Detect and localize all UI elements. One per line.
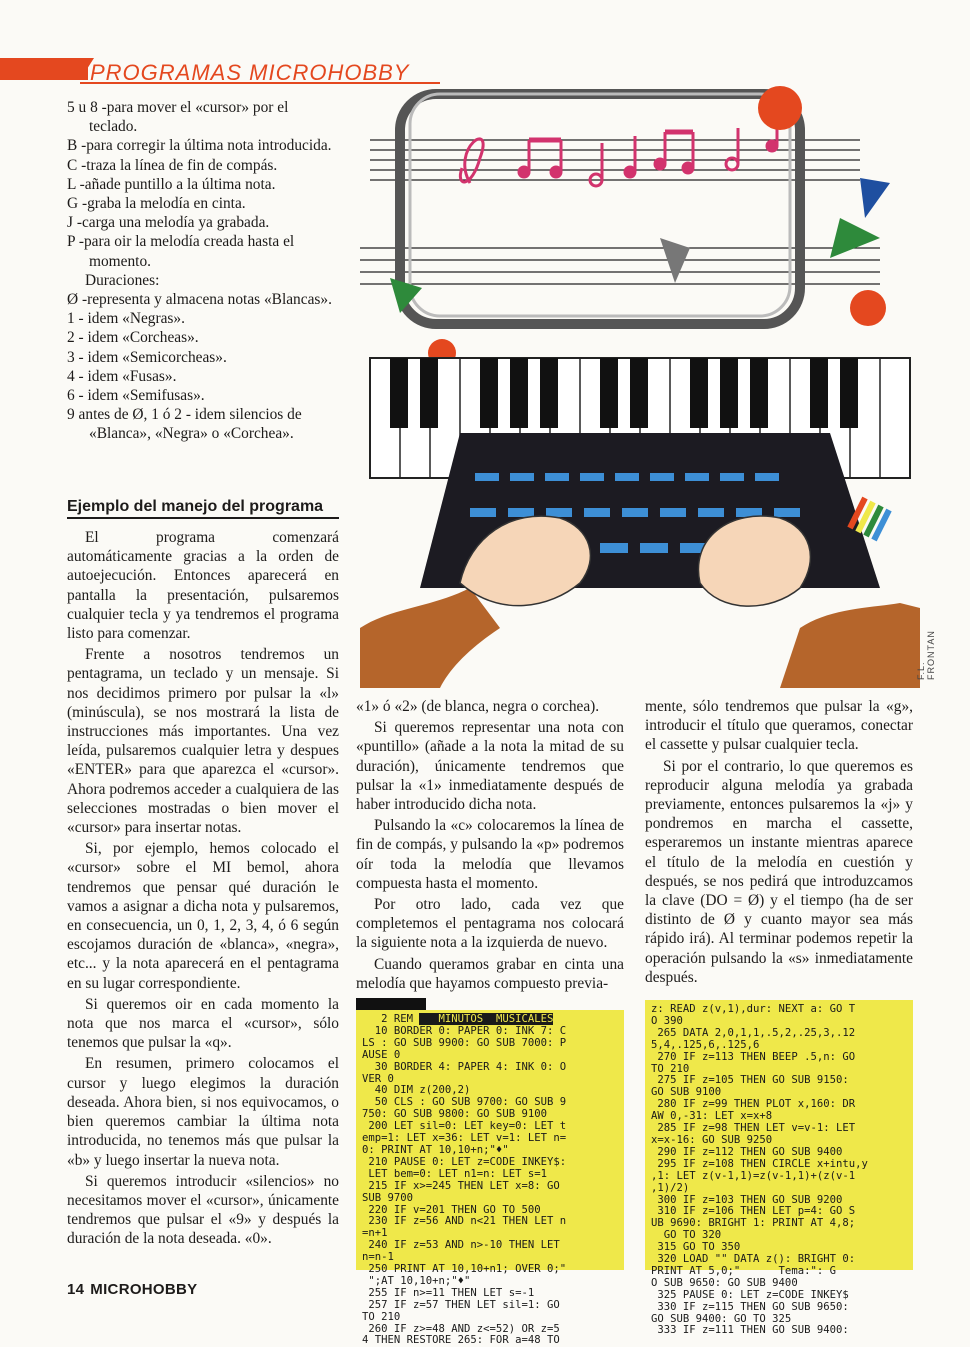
listing-line-number: 2 REM xyxy=(362,1013,420,1025)
paragraph: Si por el contrario, lo que queremos es reproducir alguna melodía ya grabada previamente, entonces pulsaremos la «j» y pondremos en marcha el cassette, esperaremos un instante mientras aparece el título de la melodía en cuestión y después, se nos pedirá que introduzcamos la clave (DO = Ø) y el tiempo (ha de ser distinto de Ø y cuanto mayor sea más rápido irá). Al terminar podemos repetir la operación pulsando la «s» inmediatamente después. xyxy=(645,757,913,986)
listing-line: GO TO 320 xyxy=(651,1229,722,1242)
illustration-credit: F.L. FRONTAN xyxy=(916,630,936,680)
key-list-item: 6 - idem «Semifusas». xyxy=(67,387,205,405)
listing-line: emp=1: LET x=36: LET v=1: LET n= xyxy=(362,1132,567,1145)
listing-line: ,1)/2) xyxy=(651,1181,690,1194)
listing-line: AUSE 0 xyxy=(362,1048,401,1061)
key-list-item: Ø -representa y almacena notas «Blancas». xyxy=(67,291,332,309)
paragraph: «1» ó «2» (de blanca, negra o corchea). xyxy=(356,698,600,715)
listing-line: ,1: LET z(v-1,1)=z(v-1,1)+(z(v-1 xyxy=(651,1169,856,1182)
paragraph: Por otro lado, cada vez que completemos el pentagrama nos colocará la siguiente nota a la izquierda de nuevo. xyxy=(356,896,624,952)
section-header-title: PROGRAMAS MICROHOBBY xyxy=(90,60,410,85)
key-list xyxy=(67,98,339,444)
body-column-1 xyxy=(67,528,339,1251)
listing-line: 230 IF z=56 AND n<21 THEN LET n xyxy=(362,1215,567,1228)
listing-line: 330 IF z=115 THEN GO SUB 9650: xyxy=(651,1300,849,1313)
listing-line: 265 DATA 2,0,1,1,.5,2,.25,3,.12 xyxy=(651,1026,856,1039)
listing-line: 260 IF z>=48 AND z<=52) OR z=5 xyxy=(362,1322,560,1335)
key-list-item: 4 - idem «Fusas». xyxy=(67,367,177,385)
listing-line: 5,4,.125,6,.125,6 xyxy=(651,1038,760,1051)
listing-line: UB 9690: BRIGHT 1: PRINT AT 4,8; xyxy=(651,1217,856,1230)
listing-line: TO 210 xyxy=(362,1310,401,1323)
listing-line: 40 DIM z(200,2) xyxy=(362,1084,471,1097)
key-list-item: C -traza la línea de fin de compás. xyxy=(67,156,278,174)
listing-line: 220 IF v=201 THEN GO TO 500 xyxy=(362,1203,541,1216)
body-column-2 xyxy=(356,697,624,995)
listing-line: n=n-1 xyxy=(362,1251,394,1264)
listing-line: 750: GO SUB 9800: GO SUB 9100 xyxy=(362,1108,547,1121)
listing-line: 300 IF z=103 THEN GO SUB 9200 xyxy=(651,1193,843,1206)
listing-line: 30 BORDER 4: PAPER 4: INK 0: O xyxy=(362,1060,567,1073)
body-column-3 xyxy=(645,697,913,989)
paragraph: Cuando queramos grabar en cinta una melodía que hayamos compuesto previa- xyxy=(356,955,624,992)
listing-line: PRINT AT 5,0;" Tema:": G xyxy=(651,1264,836,1277)
listing-line: AW 0,-31: LET x=x+8 xyxy=(651,1110,773,1123)
listing-line: 0: PRINT AT 10,10+n;"♦" xyxy=(362,1143,509,1156)
paragraph: En resumen, primero colocamos el cursor y luego elegimos la duración deseada. Ahora bien, si nos equivocamos, o bien queremos cambiar la última nota introducida, no tenemos más que pulsar la «b» y luego insertar la nueva nota. xyxy=(67,1055,339,1169)
paragraph: Si queremos introducir «silencios» no necesitamos mover el «cursor», únicamente tendremos que pulsar el «9» y después la duración de la nota deseada. «0». xyxy=(67,1172,339,1248)
key-list-item: 1 - idem «Negras». xyxy=(67,310,185,328)
listing-line: 50 CLS : GO SUB 9700: GO SUB 9 xyxy=(362,1096,567,1109)
basic-listing-right xyxy=(645,1000,913,1337)
listing-line: 290 IF z=112 THEN GO SUB 9400 xyxy=(651,1145,843,1158)
listing-line: 270 IF z=113 THEN BEEP .5,n: GO xyxy=(651,1050,856,1063)
listing-line: 325 PAUSE 0: LET z=CODE INKEY$ xyxy=(651,1288,849,1301)
page-number: 14 xyxy=(67,1281,85,1298)
listing-line: O 390 xyxy=(651,1014,683,1027)
key-list-item: P -para oir la melodía creada hasta el momento. xyxy=(67,233,295,270)
listing-line: O SUB 9650: GO SUB 9400 xyxy=(651,1276,798,1289)
listing-line: 210 PAUSE 0: LET z=CODE INKEY$: xyxy=(362,1155,567,1168)
listing-line: GO SUB 9400: GO TO 325 xyxy=(651,1312,792,1325)
paragraph: Pulsando la «c» colocaremos la línea de fin de compás, y pulsando la «p» podremos oír toda la melodía que llevamos compuesta hasta el momento. xyxy=(356,817,624,892)
listing-line: x=x-16: GO SUB 9250 xyxy=(651,1133,773,1146)
key-list-item: 9 antes de Ø, 1 ó 2 - idem silencios de «Blanca», «Negra» o «Corchea». xyxy=(67,406,302,443)
listing-line: 310 IF z=106 THEN LET p=4: GO S xyxy=(651,1205,856,1218)
listing-line: 215 IF x>=245 THEN LET x=8: GO xyxy=(362,1179,560,1192)
listing-line: z: READ z(v,1),dur: NEXT a: GO T xyxy=(651,1003,856,1015)
paragraph: Si queremos oir en cada momento la nota que nos marca el «cursor», sólo tenemos que pulsar la «q». xyxy=(67,995,339,1052)
paragraph: Si, por ejemplo, hemos colocado el «cursor» sobre el MI bemol, ahora tendremos que pensar qué duración le vamos a asignar a dicha nota y pulsaremos, en consecuencia, un 0, 1, 2, 3, 4, ó 6 según escojamos duración de «blanca», «negra», etc... y la nota aparecerá en el pentagrama en su lugar correspondiente. xyxy=(67,840,339,992)
listing-line: 285 IF z=98 THEN LET v=v-1: LET xyxy=(651,1122,856,1135)
key-list-item: 2 - idem «Corcheas». xyxy=(67,329,199,347)
section-heading: Ejemplo del manejo del programa xyxy=(67,498,339,519)
header-bar xyxy=(0,58,88,80)
listing-line: 250 PRINT AT 10,10+n1; OVER 0;" xyxy=(362,1263,567,1276)
page-footer xyxy=(67,1281,197,1298)
listing-line: SUB 9700 xyxy=(362,1191,414,1204)
listing-line: 4 THEN RESTORE 265: FOR a=48 TO xyxy=(362,1334,560,1347)
key-list-item: B -para corregir la última nota introducida. xyxy=(67,137,332,155)
listing-line: 257 IF z=57 THEN LET sil=1: GO xyxy=(362,1298,560,1311)
listing-line: 10 BORDER 0: PAPER 0: INK 7: C xyxy=(362,1024,567,1037)
listing-line: ";AT 10,10+n;"♦" xyxy=(362,1274,471,1287)
key-list-item: G -graba la melodía en cinta. xyxy=(67,195,246,213)
paragraph: Frente a nosotros tendremos un pentagrama, un teclado y un mensaje. Si nos decidimos primero por pulsar la «l» (minúscula), se nos mostrará la lista de instrucciones más importantes. Una vez leída, pulsaremos cualquier letra y despues «ENTER» para que aparezca el «cursor». Ahora podremos acceder a cualquiera de las selecciones mostradas o bien mover el «cursor» para insertar notas. xyxy=(67,646,339,837)
listing-line: GO SUB 9100 xyxy=(651,1086,722,1099)
listing-line: 200 LET sil=0: LET key=0: LET t xyxy=(362,1120,567,1133)
listing-line: 280 IF z=99 THEN PLOT x,160: DR xyxy=(651,1098,856,1111)
listing-cap xyxy=(356,998,426,1010)
durations-heading: Duraciones: xyxy=(85,271,160,289)
listing-line: 333 IF z=111 THEN GO SUB 9400: xyxy=(651,1324,849,1337)
magazine-name: MICROHOBBY xyxy=(90,1281,198,1298)
key-list-item: 5 u 8 -para mover el «cursor» por el teclado. xyxy=(67,99,289,136)
paragraph: mente, sólo tendremos que pulsar la «g», introducir el título que queramos, conectar el cassette y pulsar cualquier tecla. xyxy=(645,698,913,754)
listing-line: TO 210 xyxy=(651,1062,690,1075)
paragraph: El programa comenzará automáticamente gracias a la orden de autoejecución. Entonces aparecerá en pantalla la presentación, pulsaremos cualquier tecla y ya tendremos el programa listo para comenzar. xyxy=(67,529,339,643)
basic-listing-left xyxy=(356,1010,624,1347)
listing-line: LET bem=0: LET n1=n: LET s=1 xyxy=(362,1167,547,1180)
key-list-item: L -añade puntillo a la última nota. xyxy=(67,175,276,193)
listing-line: 320 LOAD "" DATA z(): BRIGHT 0: xyxy=(651,1253,856,1266)
paragraph: Si queremos representar una nota con «puntillo» (añade a la nota la mitad de su duración), únicamente tendremos que pulsar la «1» inmediatamente después de haber introducido dicha nota. xyxy=(356,719,624,814)
listing-line: 315 GO TO 350 xyxy=(651,1241,741,1254)
listing-line: LS : GO SUB 9900: GO SUB 7000: P xyxy=(362,1036,567,1049)
keyboard-music-illustration xyxy=(360,88,920,688)
listing-line: 295 IF z=108 THEN CIRCLE x+intu,y xyxy=(651,1157,868,1170)
key-list-item: 3 - idem «Semicorcheas». xyxy=(67,348,227,366)
listing-line: 255 IF n>=11 THEN LET s=-1 xyxy=(362,1286,535,1299)
listing-line: VER 0 xyxy=(362,1072,394,1085)
listing-line: 275 IF z=105 THEN GO SUB 9150: xyxy=(651,1074,849,1087)
key-list-item: J -carga una melodía ya grabada. xyxy=(67,214,270,232)
listing-title-inverse: MINUTOS MUSICALES xyxy=(419,1013,554,1025)
listing-line: 240 IF z=53 AND n>-10 THEN LET xyxy=(362,1239,560,1252)
listing-line: =n+1 xyxy=(362,1227,388,1240)
